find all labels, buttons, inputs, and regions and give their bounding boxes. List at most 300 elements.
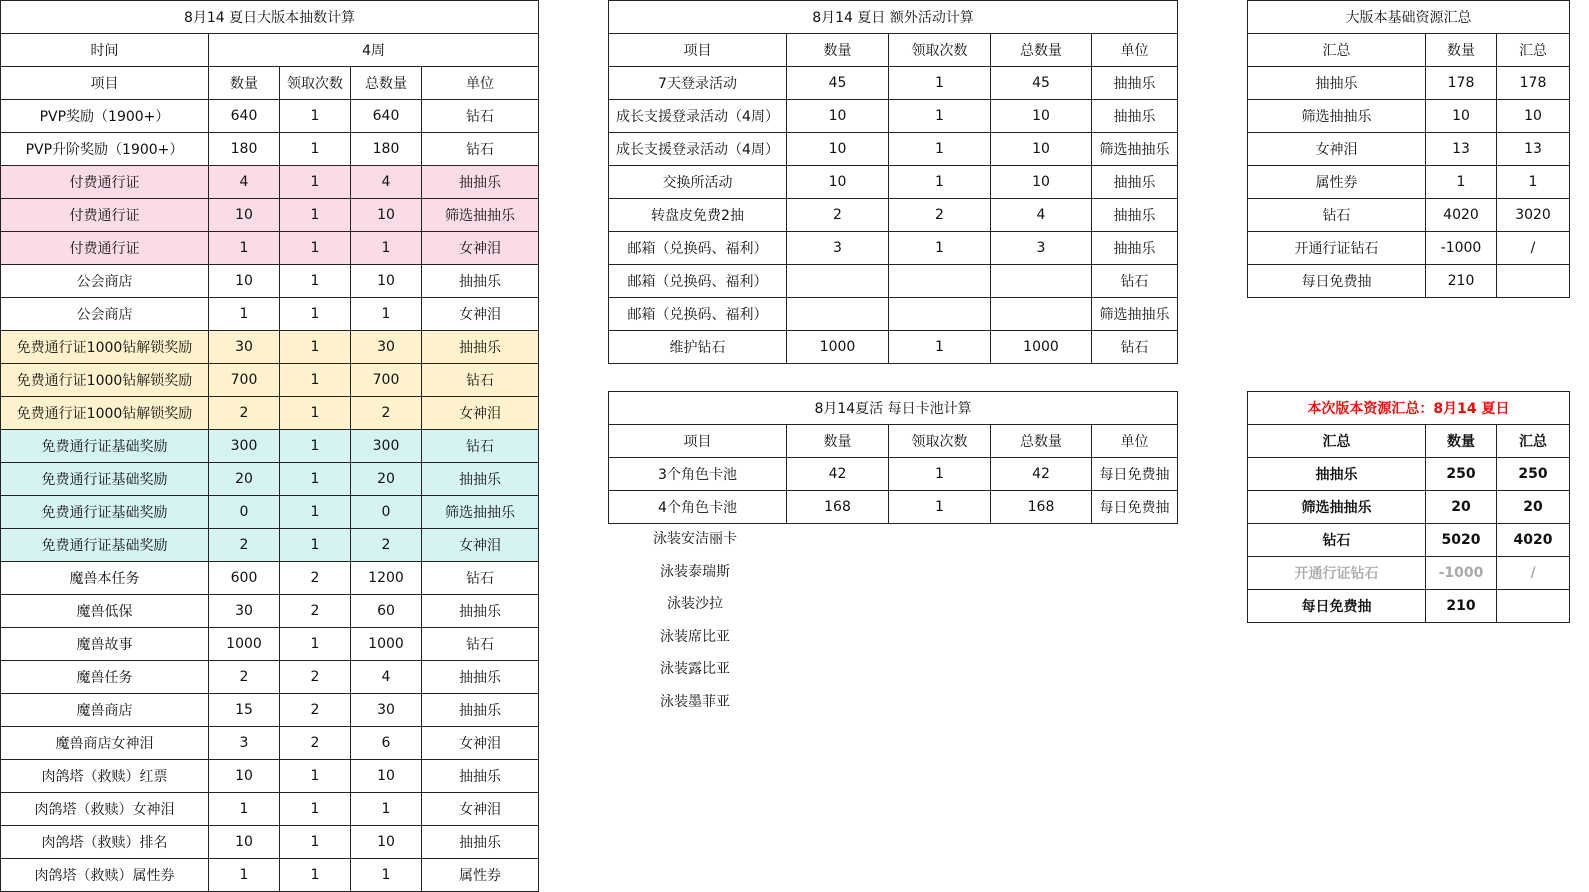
table-cell: 4020 (1497, 524, 1570, 557)
table-cell: 女神泪 (422, 298, 539, 331)
character-name: 泳装安洁丽卡 (653, 531, 737, 547)
draw-count-table (0, 0, 539, 892)
table-cell: 钻石 (422, 430, 539, 463)
table-cell: 10 (351, 826, 422, 859)
table-cell: 4 (351, 661, 422, 694)
table-row (1, 100, 539, 133)
table-cell: 1 (280, 232, 351, 265)
table-cell: 钻石 (422, 364, 539, 397)
table-cell: 30 (351, 331, 422, 364)
header-cell: 领取次数 (889, 425, 991, 458)
table-cell: 成长支援登录活动（4周） (609, 133, 787, 166)
table-cell: 1 (280, 100, 351, 133)
table-cell: 4个角色卡池 (609, 491, 787, 524)
header-cell: 数量 (787, 425, 889, 458)
table-cell: 1 (209, 859, 280, 892)
table-row (609, 133, 1178, 166)
table-cell: 1 (280, 265, 351, 298)
table-cell: 178 (1497, 67, 1570, 100)
table-cell: 20 (1497, 491, 1570, 524)
table-cell: 1 (280, 529, 351, 562)
table-row (1, 595, 539, 628)
table-cell: 肉鸽塔（救赎）属性券 (1, 859, 209, 892)
header-cell: 项目 (609, 34, 787, 67)
table-cell: 168 (787, 491, 889, 524)
table-cell: 女神泪 (422, 529, 539, 562)
table-row (609, 166, 1178, 199)
table-cell: 抽抽乐 (422, 760, 539, 793)
table-cell: 钻石 (1092, 331, 1178, 364)
table-cell: 1 (280, 628, 351, 661)
table-cell: 3 (787, 232, 889, 265)
header-cell: 数量 (787, 34, 889, 67)
table-cell: 2 (787, 199, 889, 232)
table-cell: 10 (991, 133, 1092, 166)
time-value: 4周 (209, 34, 539, 67)
table-cell: 45 (991, 67, 1092, 100)
table-row (1248, 133, 1570, 166)
table-cell: 1 (280, 397, 351, 430)
header-row (1248, 34, 1570, 67)
table-cell: 魔兽本任务 (1, 562, 209, 595)
table-cell: 10 (991, 166, 1092, 199)
extra-activity-table (608, 0, 1178, 364)
table-row (1248, 458, 1570, 491)
table-cell: PVP升阶奖励（1900+） (1, 133, 209, 166)
table-cell: 1 (280, 166, 351, 199)
table-cell: 1 (280, 793, 351, 826)
table-title: 大版本基础资源汇总 (1248, 1, 1570, 34)
table-cell: 2 (889, 199, 991, 232)
table-cell: 10 (1497, 100, 1570, 133)
header-row (1248, 425, 1570, 458)
table-row (1, 496, 539, 529)
table-cell: 维护钻石 (609, 331, 787, 364)
table-cell: 2 (351, 397, 422, 430)
table-cell: 免费通行证基础奖励 (1, 529, 209, 562)
table-cell: 交换所活动 (609, 166, 787, 199)
table-cell: 10 (991, 100, 1092, 133)
table-cell: 10 (1426, 100, 1497, 133)
table-row (1248, 199, 1570, 232)
header-cell: 汇总 (1248, 425, 1426, 458)
table-row (1, 529, 539, 562)
table-row (609, 298, 1178, 331)
table-cell: 每日免费抽 (1092, 491, 1178, 524)
table-cell: 30 (351, 694, 422, 727)
table-cell: 6 (351, 727, 422, 760)
table-row (1248, 265, 1570, 298)
table-cell: 公会商店 (1, 265, 209, 298)
table-cell: 属性券 (1248, 166, 1426, 199)
table-cell: 钻石 (1248, 524, 1426, 557)
table-cell: / (1497, 557, 1570, 590)
table-cell (889, 298, 991, 331)
table-cell: 邮箱（兑换码、福利） (609, 232, 787, 265)
table-cell: 2 (280, 727, 351, 760)
table-cell: 1000 (991, 331, 1092, 364)
table-cell: 1 (889, 166, 991, 199)
table-cell: 13 (1497, 133, 1570, 166)
base-resource-summary-table (1247, 0, 1570, 298)
table-cell: 10 (209, 826, 280, 859)
table-cell: 10 (787, 133, 889, 166)
table-cell: 10 (787, 100, 889, 133)
header-cell: 项目 (609, 425, 787, 458)
table-cell: 2 (280, 595, 351, 628)
table-cell: 1 (889, 458, 991, 491)
header-cell: 领取次数 (889, 34, 991, 67)
table-cell: 女神泪 (422, 793, 539, 826)
table-cell: 抽抽乐 (1092, 166, 1178, 199)
table-cell: 10 (351, 760, 422, 793)
table-cell: 1 (1497, 166, 1570, 199)
table-cell: 210 (1426, 590, 1497, 623)
table-cell: 1 (889, 331, 991, 364)
table-row (609, 199, 1178, 232)
table-cell: 魔兽任务 (1, 661, 209, 694)
table-cell: 10 (787, 166, 889, 199)
table-cell (889, 265, 991, 298)
table-title: 本次版本资源汇总：8月14 夏日 (1248, 392, 1570, 425)
header-cell: 汇总 (1497, 34, 1570, 67)
header-cell: 数量 (1426, 34, 1497, 67)
table-cell: 2 (280, 562, 351, 595)
table-cell: 免费通行证基础奖励 (1, 463, 209, 496)
table-row (1, 133, 539, 166)
table-cell: 邮箱（兑换码、福利） (609, 265, 787, 298)
table-cell: 女神泪 (422, 397, 539, 430)
character-name: 泳装沙拉 (667, 596, 723, 613)
table-cell: 抽抽乐 (1248, 458, 1426, 491)
table-cell: 5020 (1426, 524, 1497, 557)
table-cell (991, 298, 1092, 331)
table-cell: 抽抽乐 (422, 826, 539, 859)
table-cell: 7天登录活动 (609, 67, 787, 100)
table-row (1248, 557, 1570, 590)
table-title: 8月14夏活 每日卡池计算 (609, 392, 1178, 425)
table-cell: 600 (209, 562, 280, 595)
header-cell: 单位 (1092, 34, 1178, 67)
table-cell: 属性券 (422, 859, 539, 892)
header-cell: 单位 (1092, 425, 1178, 458)
table-row (1, 265, 539, 298)
table-row (609, 331, 1178, 364)
table-cell: 20 (351, 463, 422, 496)
table-cell: 640 (351, 100, 422, 133)
table-row (609, 265, 1178, 298)
header-row (609, 34, 1178, 67)
table-row (609, 458, 1178, 491)
table-cell: 10 (209, 760, 280, 793)
table-row (1, 793, 539, 826)
table-cell: 60 (351, 595, 422, 628)
table-cell: 1 (280, 133, 351, 166)
table-cell: 3 (209, 727, 280, 760)
table-cell: 3个角色卡池 (609, 458, 787, 491)
table-cell: 15 (209, 694, 280, 727)
table-cell: 2 (280, 661, 351, 694)
table-cell: 1 (889, 232, 991, 265)
table-cell: 成长支援登录活动（4周） (609, 100, 787, 133)
table-row (1, 364, 539, 397)
table-cell: 20 (209, 463, 280, 496)
table-cell: 700 (351, 364, 422, 397)
table-cell: 肉鸽塔（救赎）红票 (1, 760, 209, 793)
header-cell: 数量 (1426, 425, 1497, 458)
table-cell: 抽抽乐 (422, 661, 539, 694)
table-row (1, 232, 539, 265)
table-cell: 钻石 (1248, 199, 1426, 232)
table-cell: 13 (1426, 133, 1497, 166)
table-row (1248, 590, 1570, 623)
table-cell: 30 (209, 331, 280, 364)
table-cell: 0 (351, 496, 422, 529)
header-cell: 数量 (209, 67, 280, 100)
table-cell: 钻石 (422, 100, 539, 133)
table-cell: 转盘皮免费2抽 (609, 199, 787, 232)
table-cell: 4 (209, 166, 280, 199)
table-cell: 免费通行证基础奖励 (1, 430, 209, 463)
table-cell (991, 265, 1092, 298)
header-cell: 总数量 (351, 67, 422, 100)
table-cell: 女神泪 (422, 232, 539, 265)
table-cell: 180 (351, 133, 422, 166)
character-name: 泳装席比亚 (660, 628, 730, 645)
table-cell: 抽抽乐 (422, 265, 539, 298)
table-row (1, 826, 539, 859)
table-cell: 抽抽乐 (422, 694, 539, 727)
table-cell: 抽抽乐 (422, 331, 539, 364)
header-cell: 项目 (1, 67, 209, 100)
header-cell: 总数量 (991, 425, 1092, 458)
table-cell: 3 (991, 232, 1092, 265)
table-cell: 女神泪 (422, 727, 539, 760)
table-cell: 抽抽乐 (1092, 100, 1178, 133)
table-cell: 1000 (209, 628, 280, 661)
table-cell: 1 (209, 298, 280, 331)
table-cell: 10 (351, 265, 422, 298)
table-cell: 180 (209, 133, 280, 166)
header-cell: 汇总 (1497, 425, 1570, 458)
table-cell: 1 (280, 331, 351, 364)
table-cell (1497, 265, 1570, 298)
table-cell: 免费通行证1000钻解锁奖励 (1, 364, 209, 397)
table-cell: 42 (787, 458, 889, 491)
header-cell: 汇总 (1248, 34, 1426, 67)
table-cell: 开通行证钻石 (1248, 232, 1426, 265)
table-cell: 1 (351, 859, 422, 892)
daily-pool-table (608, 391, 1178, 524)
character-name: 泳装墨菲亚 (660, 694, 730, 710)
table-cell: 钻石 (422, 133, 539, 166)
table-cell: 10 (209, 265, 280, 298)
table-cell: 1 (280, 298, 351, 331)
table-cell: 筛选抽抽乐 (422, 496, 539, 529)
table-row (1, 727, 539, 760)
table-cell: 1000 (787, 331, 889, 364)
character-name: 泳装露比亚 (660, 661, 730, 678)
table-cell: 免费通行证1000钻解锁奖励 (1, 331, 209, 364)
table-cell: 250 (1426, 458, 1497, 491)
table-cell (787, 265, 889, 298)
table-cell: 2 (209, 661, 280, 694)
table-cell: 免费通行证基础奖励 (1, 496, 209, 529)
table-cell: 1 (351, 298, 422, 331)
table-row (1, 430, 539, 463)
table-title: 8月14 夏日 额外活动计算 (609, 1, 1178, 34)
table-cell: 2 (280, 694, 351, 727)
table-cell: 168 (991, 491, 1092, 524)
table-cell: 抽抽乐 (1092, 67, 1178, 100)
table-row (1, 298, 539, 331)
table-row (609, 100, 1178, 133)
table-cell: 抽抽乐 (1248, 67, 1426, 100)
table-row (1, 760, 539, 793)
table-row (1248, 524, 1570, 557)
table-cell: 钻石 (422, 562, 539, 595)
table-cell: 1 (1426, 166, 1497, 199)
header-row (1, 67, 539, 100)
table-cell: 2 (209, 397, 280, 430)
table-row (1248, 100, 1570, 133)
table-cell: 1 (280, 496, 351, 529)
header-cell: 总数量 (991, 34, 1092, 67)
table-cell: 1 (280, 463, 351, 496)
table-row (1, 661, 539, 694)
table-cell: 30 (209, 595, 280, 628)
table-cell: 付费通行证 (1, 232, 209, 265)
header-cell: 单位 (422, 67, 539, 100)
table-cell: 250 (1497, 458, 1570, 491)
header-row (609, 425, 1178, 458)
table-row (1, 463, 539, 496)
table-cell: 1 (280, 199, 351, 232)
table-row (609, 67, 1178, 100)
table-cell: 付费通行证 (1, 166, 209, 199)
table-cell: 1 (209, 232, 280, 265)
table-cell: 1 (351, 793, 422, 826)
table-cell: 公会商店 (1, 298, 209, 331)
table-cell: 1 (889, 491, 991, 524)
table-cell: 2 (209, 529, 280, 562)
table-cell: 筛选抽抽乐 (1248, 491, 1426, 524)
table-cell: 抽抽乐 (1092, 232, 1178, 265)
character-name: 泳装泰瑞斯 (660, 563, 730, 580)
table-cell: 每日免费抽 (1092, 458, 1178, 491)
table-row (1248, 67, 1570, 100)
table-cell: 1 (889, 133, 991, 166)
table-cell: 1200 (351, 562, 422, 595)
table-cell: PVP奖励（1900+） (1, 100, 209, 133)
table-cell: 筛选抽抽乐 (1092, 133, 1178, 166)
table-cell: 魔兽商店 (1, 694, 209, 727)
table-cell: 1 (889, 67, 991, 100)
table-row (1, 397, 539, 430)
version-resource-summary-table (1247, 391, 1570, 623)
table-cell: 210 (1426, 265, 1497, 298)
table-cell: 1000 (351, 628, 422, 661)
table-cell: 筛选抽抽乐 (1092, 298, 1178, 331)
table-cell: / (1497, 232, 1570, 265)
table-cell: 1 (280, 364, 351, 397)
table-cell: 300 (351, 430, 422, 463)
table-cell: 开通行证钻石 (1248, 557, 1426, 590)
table-cell: 300 (209, 430, 280, 463)
table-cell: 邮箱（兑换码、福利） (609, 298, 787, 331)
table-row (1248, 166, 1570, 199)
table-cell: 20 (1426, 491, 1497, 524)
table-row (1248, 491, 1570, 524)
table-row (609, 491, 1178, 524)
table-cell: 抽抽乐 (422, 166, 539, 199)
table-cell: 10 (351, 199, 422, 232)
table-cell: 肉鸽塔（救赎）排名 (1, 826, 209, 859)
table-cell: 每日免费抽 (1248, 265, 1426, 298)
table-row (1, 859, 539, 892)
table-cell: 1 (280, 430, 351, 463)
table-cell: 钻石 (422, 628, 539, 661)
table-cell: 42 (991, 458, 1092, 491)
table-row (1, 628, 539, 661)
table-cell (1497, 590, 1570, 623)
table-row (1248, 232, 1570, 265)
table-cell: -1000 (1426, 232, 1497, 265)
table-cell: 4 (991, 199, 1092, 232)
table-cell: 肉鸽塔（救赎）女神泪 (1, 793, 209, 826)
table-row (1, 199, 539, 232)
table-cell: 178 (1426, 67, 1497, 100)
table-cell: 魔兽低保 (1, 595, 209, 628)
table-cell: 1 (280, 859, 351, 892)
table-cell: 抽抽乐 (422, 595, 539, 628)
table-cell: 每日免费抽 (1248, 590, 1426, 623)
table-cell: 魔兽故事 (1, 628, 209, 661)
table-row (1, 331, 539, 364)
table-cell: 魔兽商店女神泪 (1, 727, 209, 760)
table-cell: 3020 (1497, 199, 1570, 232)
table-cell: 筛选抽抽乐 (422, 199, 539, 232)
table-cell (787, 298, 889, 331)
table-cell: 10 (209, 199, 280, 232)
table-cell: 抽抽乐 (1092, 199, 1178, 232)
table-cell: 640 (209, 100, 280, 133)
table-row (1, 166, 539, 199)
table-row (1, 694, 539, 727)
table-cell: 1 (351, 232, 422, 265)
table-row (609, 232, 1178, 265)
table-cell: 2 (351, 529, 422, 562)
header-cell: 领取次数 (280, 67, 351, 100)
table-cell: 女神泪 (1248, 133, 1426, 166)
table-row (1, 562, 539, 595)
table-cell: -1000 (1426, 557, 1497, 590)
table-cell: 4 (351, 166, 422, 199)
table-cell: 抽抽乐 (422, 463, 539, 496)
table-cell: 0 (209, 496, 280, 529)
table-cell: 4020 (1426, 199, 1497, 232)
table-cell: 1 (889, 100, 991, 133)
table-cell: 钻石 (1092, 265, 1178, 298)
table-cell: 1 (280, 760, 351, 793)
table-cell: 免费通行证1000钻解锁奖励 (1, 397, 209, 430)
table-cell: 付费通行证 (1, 199, 209, 232)
table-cell: 700 (209, 364, 280, 397)
table-cell: 1 (280, 826, 351, 859)
table-cell: 1 (209, 793, 280, 826)
table-cell: 45 (787, 67, 889, 100)
table-title: 8月14 夏日大版本抽数计算 (1, 1, 539, 34)
